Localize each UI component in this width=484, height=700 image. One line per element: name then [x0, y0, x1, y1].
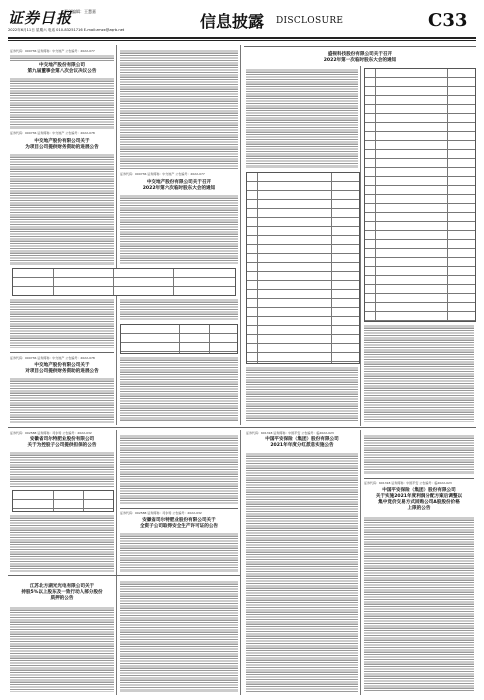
column-divider [240, 430, 241, 695]
data-table [12, 490, 114, 512]
text-block [10, 54, 114, 62]
notice-body-2 [10, 153, 114, 265]
notice-body-3-cont [120, 356, 238, 422]
header-rule-thick [8, 37, 476, 39]
notice-body-5-cont [120, 434, 238, 504]
notice-title-2: 中交地产股份有限公司关于 为项目公司提供财务资助的进展公告 [25, 139, 99, 150]
notice-title-5: 安徽省司尔特肥业股份有限公司 关于为控股子公司提供担保的公告 [27, 437, 97, 448]
section-title-en: DISCLOSURE [276, 16, 344, 26]
notice-title-1: 中交地产股份有限公司 第九届董事会第八次会议决议公告 [27, 63, 97, 74]
masthead [0, 0, 484, 46]
header-rule-thin [8, 40, 476, 41]
notice-body-4 [10, 377, 114, 423]
notice-body-7 [10, 606, 114, 692]
notice-separator [10, 352, 114, 353]
column-divider [360, 430, 361, 695]
column-divider [116, 45, 117, 425]
notice-title-4: 中交地产股份有限公司关于 对项目公司提供财务资助的进展公告 [25, 363, 99, 374]
notice-title-6: 安徽省司尔特肥业股份有限公司关于 全资子公司取得安全生产许可证的公告 [139, 518, 219, 529]
security-code-line: 证券代码：000736 证券简称：中交地产 公告编号：2022-078 [10, 131, 95, 135]
data-table [120, 324, 238, 354]
notice-body-3-cont [120, 298, 238, 320]
notice-title-7: 江苏北方湖光光电有限公司关于 持股5%以上股东及一致行动人部分股份 质押的公告 [21, 584, 103, 601]
column-divider [360, 66, 361, 426]
date-contact-line: 2022年6月11日 星期六 电话 010-83251716 E-mail:zmzx@zqrb.net [8, 28, 125, 32]
notice-border [244, 46, 476, 47]
notice-separator [364, 478, 474, 479]
notice-body-1 [10, 77, 114, 129]
data-table [12, 268, 236, 296]
newspaper-logo: 证券日报 [8, 9, 73, 27]
notice-body-9-cont [364, 434, 474, 474]
security-code-line: 证券代码：002588 证券简称：司尔特 公告编号：2022-032 [120, 511, 202, 515]
proposal-table [364, 68, 476, 322]
notice-body-7-cont [120, 580, 238, 692]
security-code-line: 证券代码：002588 证券简称：司尔特 公告编号：2022-032 [10, 431, 92, 435]
column-divider [116, 430, 117, 695]
notice-body-9 [246, 452, 358, 692]
notice-body-6 [120, 532, 238, 572]
notice-body-2-cont [10, 298, 114, 348]
proposal-table [246, 172, 360, 364]
notice-title-8: 盛视科技股份有限公司关于召开 2022年第一次临时股东大会的通知 [323, 52, 397, 63]
security-code-line: 证券代码：601318 证券简称：中国平安 公告编号：临2022-023 [246, 431, 334, 435]
security-code-line: 证券代码：000736 证券简称：中交地产 公告编号：2022-077 [120, 172, 205, 176]
section-title-cn: 信息披露 [200, 12, 265, 31]
section-separator [8, 427, 476, 428]
security-code-line: 证券代码：000736 证券简称：中交地产 公告编号：2022-077 [10, 49, 95, 53]
notice-body-3 [120, 194, 238, 264]
notice-body-1-cont [120, 49, 238, 169]
notice-body-8-cont [246, 366, 358, 422]
notice-body-8-cont [364, 324, 474, 422]
security-code-line: 证券代码：000736 证券简称：中交地产 公告编号：2022-078 [10, 356, 95, 360]
column-divider [240, 45, 241, 425]
notice-body-10 [364, 516, 474, 692]
notice-separator [120, 508, 238, 509]
notice-title-9: 中国平安保险（集团）股份有限公司 2021年年度分红派息实施公告 [265, 437, 339, 448]
editor-line: 责任编辑：王慧嘉 [64, 9, 96, 14]
notice-body-5 [10, 451, 114, 487]
page-number: C33 [428, 10, 468, 31]
notice-separator [8, 575, 240, 576]
notice-body-5-cont [10, 514, 114, 572]
notice-body-8 [246, 68, 358, 168]
notice-title-3: 中交地产股份有限公司关于召开 2022年第六次临时股东大会的通知 [142, 180, 216, 191]
notice-title-10: 中国平安保险（集团）股份有限公司 关于实施2021年度利润分配方案后调整以 集中竞价交易方式回购公司A股股份价格 上限的公告 [375, 488, 463, 511]
security-code-line: 证券代码：601318 证券简称：中国平安 公告编号：临2022-023 [364, 481, 452, 485]
